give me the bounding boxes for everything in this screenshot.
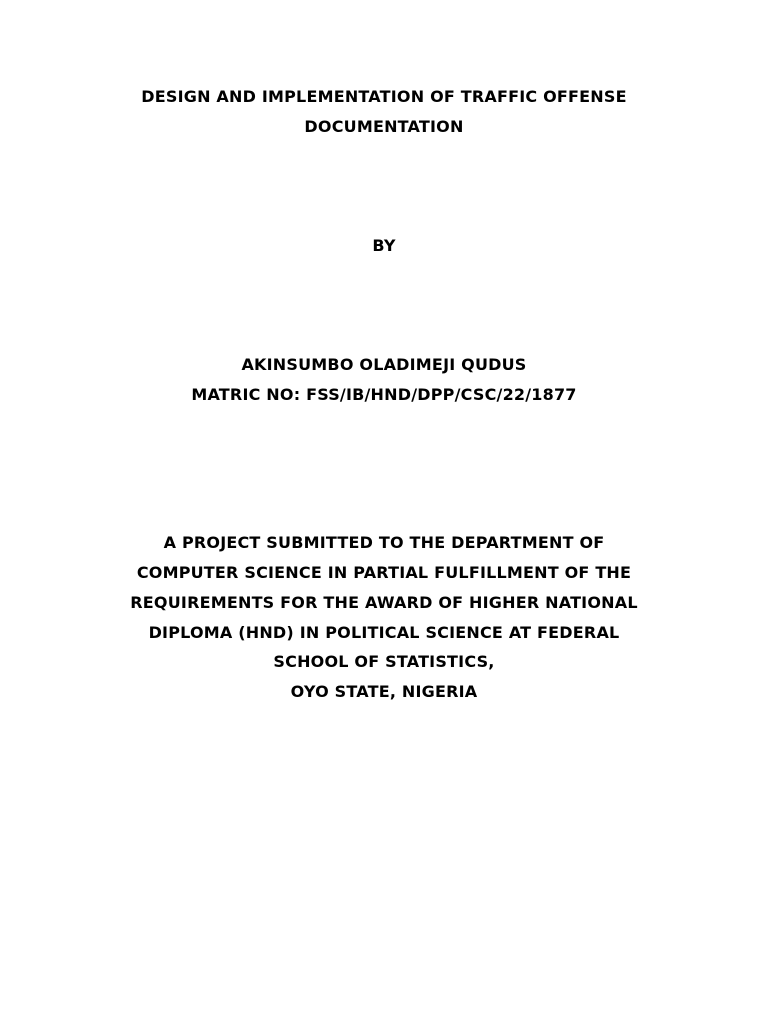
matric-number: MATRIC NO: FSS/IB/HND/DPP/CSC/22/1877 [191,385,577,404]
submission-line-6: OYO STATE, NIGERIA [290,682,478,701]
title-line-1: DESIGN AND IMPLEMENTATION OF TRAFFIC OFFENSE [141,87,627,106]
submission-line-4: DIPLOMA (HND) IN POLITICAL SCIENCE AT FEDERAL [148,623,620,642]
submission-line-2: COMPUTER SCIENCE IN PARTIAL FULFILLMENT OF THE [136,563,632,582]
submission-line-1: A PROJECT SUBMITTED TO THE DEPARTMENT OF [163,533,605,552]
author-name: AKINSUMBO OLADIMEJI QUDUS [241,355,527,374]
submission-line-5: SCHOOL OF STATISTICS, [273,652,495,671]
title-line-2: DOCUMENTATION [304,117,464,136]
by-label: BY [372,236,396,255]
submission-line-3: REQUIREMENTS FOR THE AWARD OF HIGHER NATIONAL [130,593,638,612]
